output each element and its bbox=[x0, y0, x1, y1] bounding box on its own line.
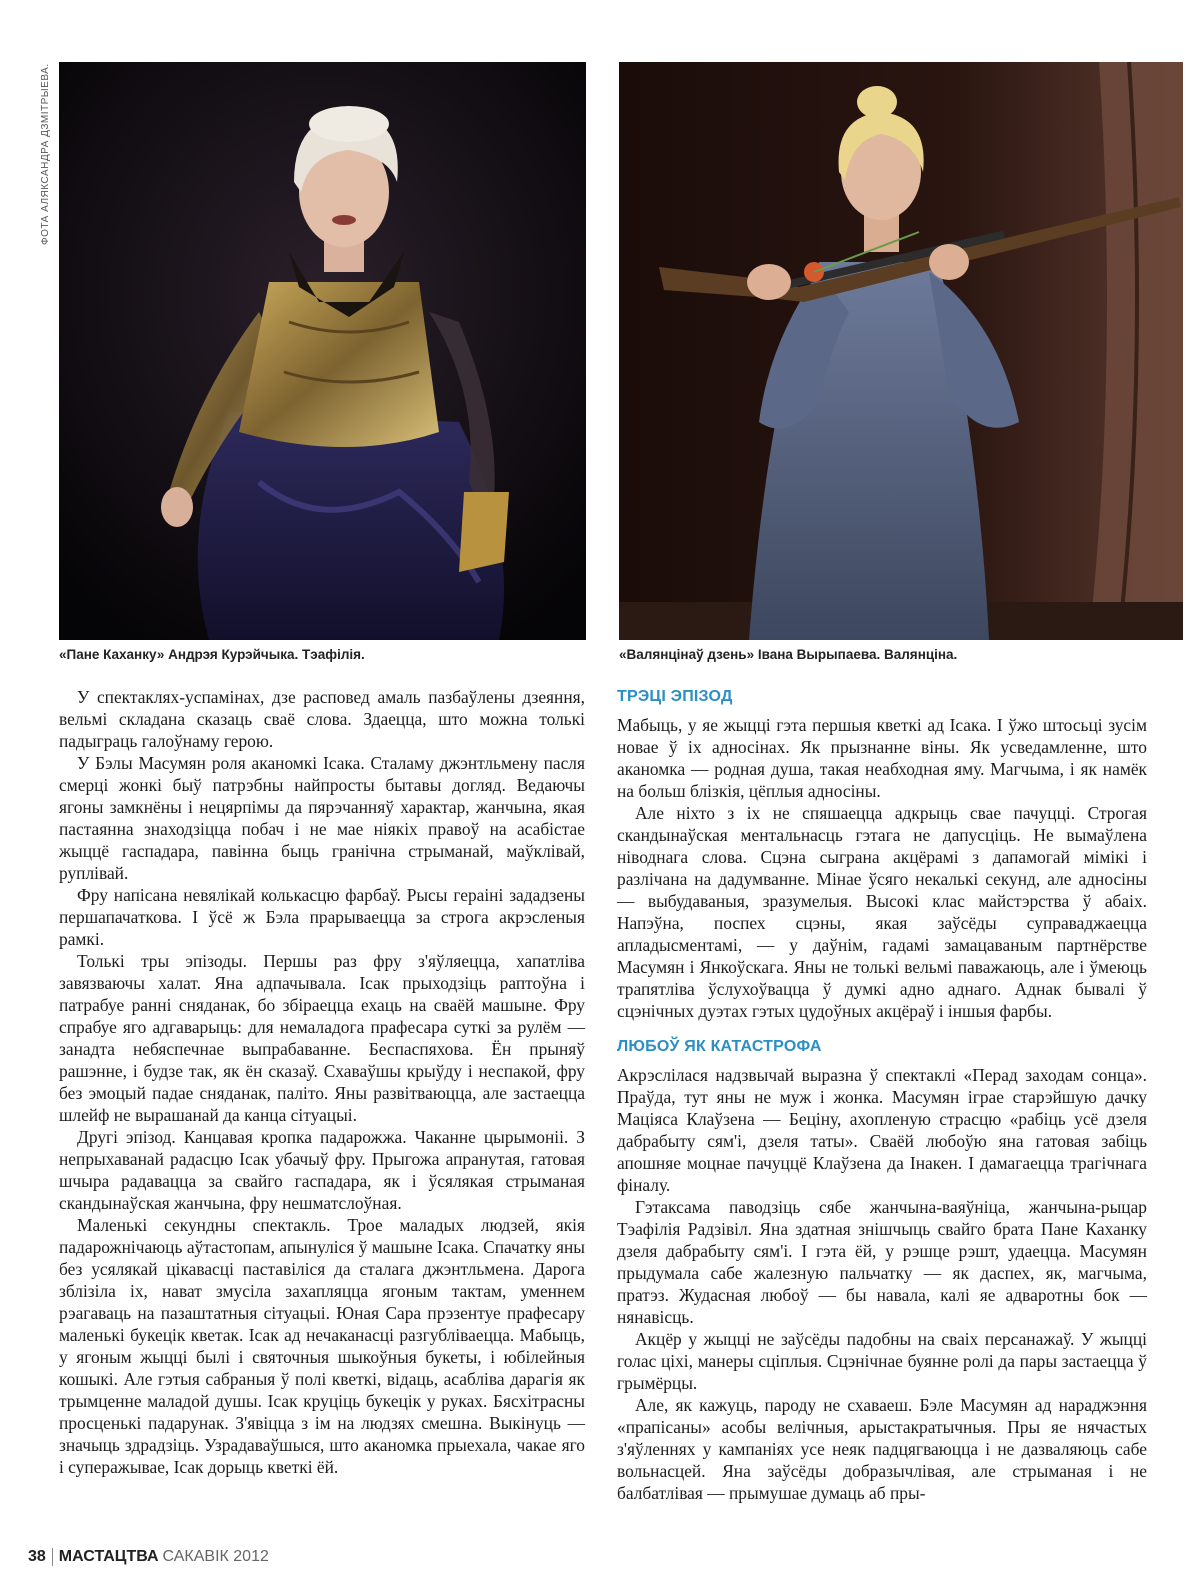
section-heading: ЛЮБОЎ ЯК КАТАСТРОФА bbox=[617, 1038, 822, 1055]
issue-date: САКАВІК 2012 bbox=[162, 1548, 269, 1566]
footer-divider bbox=[52, 1548, 53, 1566]
left-column bbox=[59, 686, 585, 1478]
paragraph: Але ніхто з іх не спяшаецца адкрыць свае пачуцці. Строгая скандынаўская ментальнасць гэтага не дапусціць. Не вымаўлена ніводнага слова. Сцэна сыграна акцёрамі з дапамогай мімікі і разлічана на дадумванне. Мінае ўсяго некалькі секунд, але адносіны — выбудаваныя, зразумелыя. Высокі клас майстэрства ў абаіх. Напэўна, поспех сцэны, якая заўсёды суправаджаецца апладысментамі, — у даўнім, гадамі замацаваным партнёрстве Масумян і Янкоўскага. Яны не толькі вельмі паважаюць, але і ўмеюць трапятліва ўслухоўвацца ў думкі адно аднаго. Аднак бывалі ў сцэнічных дуэтах гэтых цудоўных акцёраў і іншыя фарбы. bbox=[617, 803, 1147, 1021]
page-footer bbox=[28, 1548, 269, 1566]
page-number: 38 bbox=[28, 1548, 46, 1566]
paragraph: Акрэслілася надзвычай выразна ў спектаклі «Перад заходам сонца». Праўда, тут яны не муж і жонка. Масумян іграе старэйшую дачку Маціяса Клаўзена — Беціну, ахопленую страсцю «рабіць усё дзеля дабрабыту сям'і, дзеля таты». Сваёй любоўю яна гатовая забіць апошняе моцнае пачуццё Клаўзена да Інакен. І дамагаецца трагічнага фіналу. bbox=[617, 1065, 1147, 1195]
paragraph: У спектаклях-успамінах, дзе расповед амаль пазбаўлены дзеяння, вельмі складана сказаць сваё слова. Здаецца, што можна толькі падыграць галоўнаму герою. bbox=[59, 687, 585, 751]
paragraph: Фру напісана невялікай колькасцю фарбаў. Рысы гераіні зададзены першапачаткова. І ўсё ж Бэла прарываецца за строга акрэсленыя рамкі. bbox=[59, 885, 585, 949]
photo-credit: ФОТА АЛЯКСАНДРА ДЗМІТРЫЕВА. bbox=[40, 63, 51, 245]
paragraph: У Бэлы Масумян роля аканомкі Ісака. Сталаму джэнтльмену пасля смерці жонкі быў патрэбны найпросты бытавы догляд. Ведаючы ягоны замкнёны і нецярпімы да пярэчанняў характар, жанчына, якая пастаянна знаходзіцца побач і не мае ніякіх правоў на асабістае жыццё гаспадара, павінна быць гранічна стрыманай, маўклівай, руплівай. bbox=[59, 753, 585, 883]
photo-caption-right: «Валянцінаў дзень» Івана Вырыпаева. Валянціна. bbox=[619, 647, 958, 662]
paragraph: Але, як кажуць, пароду не схаваеш. Бэле Масумян ад нараджэння «прапісаны» асобы велічныя, арыстакратычныя. Пры яе нячастых з'яўленнях у кампаніях усе неяк падцягваюцца і не дазваляюць сабе вольнасцей. Яна заўсёды добразычлівая, але стрыманая і не балбатлівая — прымушае думаць аб пры- bbox=[617, 1395, 1147, 1503]
paragraph: Мабыць, у яе жыцці гэта першыя кветкі ад Ісака. І ўжо штосьці зусім новае ў іх адносінах. Як прызнанне віны. Як усведамленне, што аканомка — родная душа, такая неабходная яму. Магчыма, і як намёк на больш блізкія, цёплыя адносіны. bbox=[617, 715, 1147, 801]
photo-caption-left: «Пане Каханку» Андрэя Курэйчыка. Тэафілія. bbox=[59, 647, 365, 662]
right-column bbox=[617, 686, 1147, 1504]
paragraph: Толькі тры эпізоды. Першы раз фру з'яўляецца, хапатліва завязваючы халат. Яна адпачывала. Ісак прыходзіць раптоўна і патрабуе ранні сняданак, бо збіраецца ехаць на сваёй машыне. Фру спрабуе яго адгаварыць: для немаладога прафесара суткі за рулём — занадта небяспечнае выпрабаванне. Беспаспяхова. Ён прыняў рашэнне, і будзе так, як ён сказаў. Схаваўшы крыўду і неспакой, фру без эмоцый падае сняданак, паліто. Яны развітваюцца, але застаецца шлейф не вырашанай да канца сітуацыі. bbox=[59, 951, 585, 1125]
paragraph: Другі эпізод. Канцавая кропка падарожжа. Чаканне цырымоніі. З непрыхаванай радасцю Ісак убачыў фру. Прыгожа апранутая, гатовая шчыра радавацца за свайго гаспадара, як і ўсялякая стрыманая скандынаўская жанчына, фру нешматслоўная. bbox=[59, 1127, 585, 1213]
paragraph: Гэтаксама паводзіць сябе жанчына-ваяўніца, жанчына-рыцар Тэафілія Радзівіл. Яна здатная знішчыць свайго брата Пане Каханку дзеля дабрабыту сям'і. І гэта ёй, у рэшце рэшт, удаецца. Масумян прыдумала сабе жалезную пальчатку — як даспех, як, магчыма, пратэз. Жудасная любоў — бы навала, калі яе адваротны бок — нянавісць. bbox=[617, 1197, 1147, 1327]
paragraph: Маленькі секундны спектакль. Трое маладых людзей, якія падарожнічаюць аўтастопам, апынуліся ў машыне Ісака. Спачатку яны без усялякай цікавасці паставіліся да сталага джэнтльмена. Дарога зблізіла іх, нават змусіла захапляцца ягоным тактам, уменнем рэагаваць на пазаштатныя сітуацыі. Юная Сара прэзентуе прафесару маленькі букецік кветак. Ісак ад нечаканасці разгубліваецца. Мабыць, у ягоным жыцці былі і святочныя шыкоўныя букеты, і юбілейныя кошыкі. Але гэтыя сабраныя ў полі кветкі, відаць, асабліва дарагія як трымценне маладой душы. Ісак круціць букецік у руках. Бясхітрасны просценькі падарунак. З'явіцца з ім на людзях смешна. Выкінуць — значыць здрадзіць. Узрадаваўшыся, што аканомка прыехала, чакае яго і суперажывае, Ісак дорыць кветкі ёй. bbox=[59, 1215, 585, 1477]
photo-valentina bbox=[619, 62, 1183, 640]
photo-teafilia bbox=[59, 62, 586, 640]
section-heading: ТРЭЦІ ЭПІЗОД bbox=[617, 688, 733, 705]
magazine-name: МАСТАЦТВА bbox=[58, 1548, 159, 1566]
paragraph: Акцёр у жыцці не заўсёды падобны на сваіх персанажаў. У жыцці голас ціхі, манеры сціплыя. Сцэнічнае буянне ролі да пары застаецца ў грымёрцы. bbox=[617, 1329, 1147, 1393]
